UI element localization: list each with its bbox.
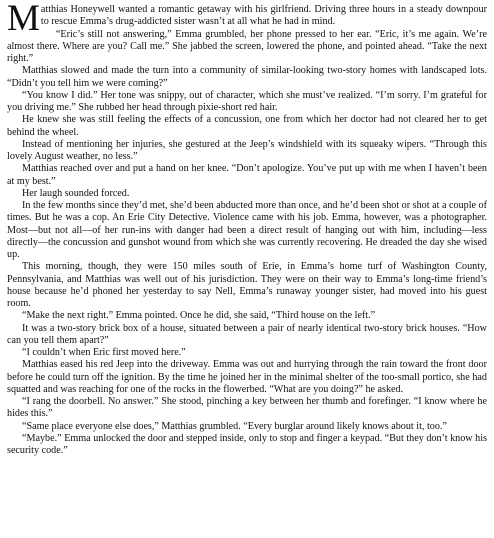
paragraph: He knew she was still feeling the effects of a concussion, one from which her doctor had not cleared her to get behind the wheel. [7, 114, 487, 138]
paragraph: Her laugh sounded forced. [22, 187, 130, 199]
paragraph: “Make the next right.” Emma pointed. Once he did, she said, “Third house on the left.” [22, 310, 376, 322]
paragraph: In the few months since they’d met, she’d been abducted more than once, and he’d been shot or shot at a couple of times. But he was a cop. An Erie City Detective. Violence came with his job. Emma, however, was a photographer. Most—but not all—of her run-ins with danger had been a direct result of hanging out with him, including—less directly—the concussion and gunshot wound from which she was currently recovering. He dreaded the day she wised up. [7, 200, 487, 260]
paragraph: Matthias reached over and put a hand on her knee. “Don’t apologize. You’ve put up with me when I haven’t been at my best.” [7, 163, 487, 187]
paragraph: Matthias slowed and made the turn into a community of similar-looking two-story homes with landscaped lots. “Didn’t you tell him we were coming?” [7, 65, 487, 89]
paragraph: “I rang the doorbell. No answer.” She stood, pinching a key between her thumb and forefinger. “I know where he hides this.” [7, 396, 487, 420]
paragraph: Matthias eased his red Jeep into the driveway. Emma was out and hurrying through the rain toward the front door before he could turn off the ignition. By the time he joined her in the minimal shelter of the too-small portico, she had squatted and was reaching for one of the rocks in the flowerbed. “What are you doing?” he asked. [7, 359, 487, 395]
paragraph: Instead of mentioning her injuries, she gestured at the Jeep’s windshield with its squeaky wipers. “Through this lovely August weather, no less.” [7, 138, 487, 162]
paragraph: “Maybe.” Emma unlocked the door and stepped inside, only to stop and finger a keypad. “But they don’t know his security code.” [7, 432, 487, 456]
paragraph: “I couldn’t when Eric first moved here.” [22, 347, 186, 358]
paragraph: “You know I did.” Her tone was snippy, out of character, which she must’ve realized. “I’m sorry. I’m grateful for you driving me.” She rubbed her head through pixie-short red hair. [7, 89, 487, 113]
opening-paragraph [7, 0, 487, 39]
paragraph: It was a two-story brick box of a house, situated between a pair of nearly identical two-story brick houses. “How can you tell them apart?” [7, 322, 487, 346]
paragraph: “Same place everyone else does,” Matthias grumbled. “Every burglar around likely knows about it, too.” [22, 420, 447, 432]
paragraph: “Eric’s still not answering,” Emma grumbled, her phone pressed to her ear. “Eric, it’s me again. We’re almost there. Where are you? Call me.” She jabbed the screen, lowered the phone, and pointed ahead. “Take the next right.” [7, 28, 487, 64]
paragraph: This morning, though, they were 150 miles south of Erie, in Emma’s home turf of Washington County, Pennsylvania, and Matthias was well out of his jurisdiction. They were on their way to Emma’s long-time friend’s house because he’d phoned her yesterday to say Nell, Emma’s runaway younger sister, had moved into his guest room. [7, 261, 487, 309]
book-page [7, 0, 487, 457]
paragraph-text: atthias Honeywell wanted a romantic getaway with his girlfriend. Driving three hours in a steady downpour to rescue Emma’s drug-addicted sister wasn’t at all what he had in mind. [40, 4, 487, 28]
drop-cap: M [7, 0, 40, 39]
